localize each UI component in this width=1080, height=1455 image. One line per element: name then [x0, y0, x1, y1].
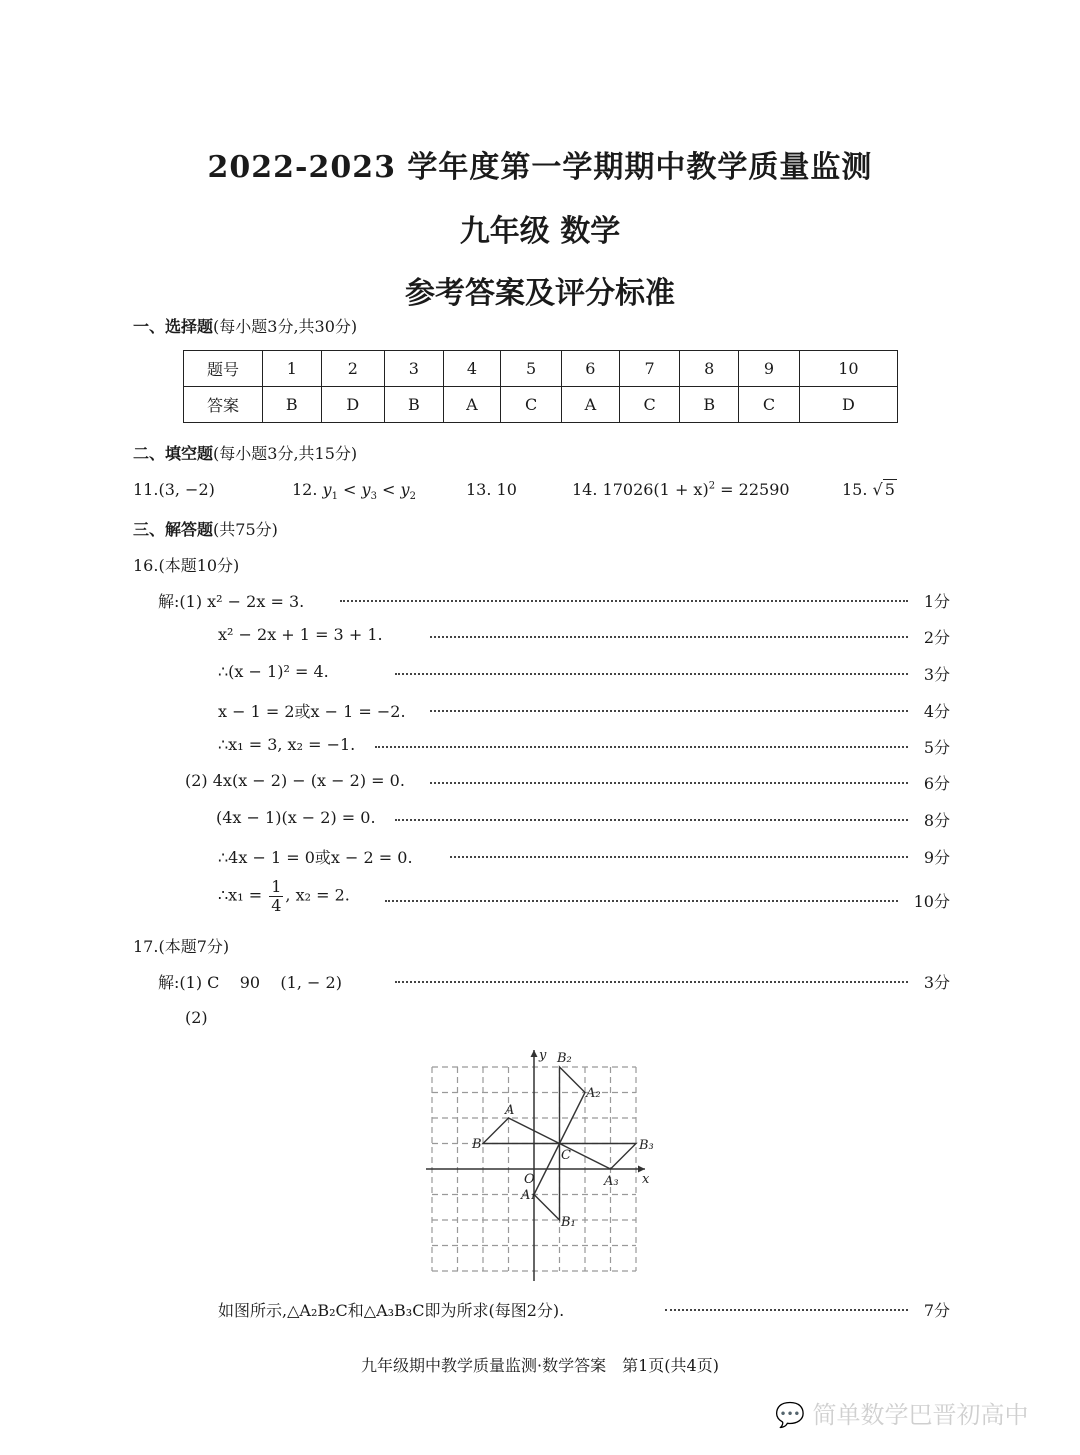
table-cell: C	[501, 387, 562, 423]
table-cell: C	[739, 387, 800, 423]
dotted-leader	[395, 673, 908, 675]
q17-part-2: (2)	[185, 1008, 208, 1027]
label-B: B	[472, 1137, 482, 1152]
axes	[426, 1050, 645, 1281]
section3-heading	[133, 517, 278, 540]
dotted-leader	[375, 746, 908, 748]
answer-12-prefix: 12.	[292, 480, 318, 499]
table-cell: 5	[501, 351, 562, 387]
answer-13: 13. 10	[466, 480, 517, 499]
score-label: 4分	[923, 702, 950, 721]
fraction	[269, 878, 283, 914]
q16-line-4: x − 1 = 2或x − 1 = −2.	[218, 702, 406, 721]
table-cell: B	[263, 387, 322, 423]
table-cell: A	[443, 387, 501, 423]
answer-14-a: 14. 17026(1 + x)	[572, 480, 709, 499]
answer-12: 12. $y_1 < y_3 < y_2$	[292, 480, 416, 503]
page-footer: 九年级期中教学质量监测·数学答案 第1页(共4页)	[361, 1356, 719, 1375]
triangle-A2B2C	[560, 1067, 586, 1144]
section2-label: 二、填空题	[133, 444, 214, 463]
dotted-leader	[665, 1309, 908, 1311]
dotted-leader	[430, 710, 908, 712]
fraction-numerator: 1	[271, 877, 282, 896]
table-cell: B	[385, 387, 444, 423]
section2-heading	[133, 441, 357, 464]
table-cell: 2	[321, 351, 384, 387]
q16-line-3: ∴(x − 1)² = 4.	[218, 662, 329, 681]
q16-line-9-a: ∴x₁ =	[218, 885, 268, 905]
section1-label: 一、选择题	[133, 317, 214, 336]
coordinate-graph	[420, 1045, 660, 1290]
q16-line-2: x² − 2x + 1 = 3 + 1.	[218, 625, 383, 644]
dotted-leader	[385, 900, 898, 902]
section1-heading	[133, 314, 357, 337]
q16-line-7: (4x − 1)(x − 2) = 0.	[216, 808, 376, 827]
table-cell: 6	[562, 351, 620, 387]
q16-line-5: ∴x₁ = 3, x₂ = −1.	[218, 735, 356, 754]
answer-15-radicand: 5	[884, 480, 895, 499]
triangle-A1B1C	[534, 1144, 560, 1221]
score-label: 6分	[923, 774, 950, 793]
table-cell: 1	[263, 351, 322, 387]
q16-line-8: ∴4x − 1 = 0或x − 2 = 0.	[218, 848, 413, 867]
label-B3: B₃	[639, 1138, 654, 1153]
answer-14-b: = 22590	[715, 480, 790, 499]
watermark-text: 简单数学巴晋初高中	[812, 1401, 1029, 1429]
table-cell: 4	[443, 351, 501, 387]
fraction-denominator: 4	[271, 895, 282, 915]
dotted-leader	[340, 600, 908, 602]
score-label: 9分	[923, 848, 950, 867]
triangle-A3B3C	[560, 1144, 637, 1170]
dotted-leader	[430, 782, 908, 784]
q16-line-9-b: , x₂ = 2.	[285, 885, 350, 905]
score-label: 8分	[923, 811, 950, 830]
answer-table	[183, 350, 898, 423]
dotted-leader	[450, 856, 908, 858]
triangle-ABC	[483, 1118, 560, 1144]
score-label: 3分	[923, 665, 950, 684]
label-C: C	[561, 1148, 571, 1163]
dotted-leader	[395, 981, 908, 983]
q17-conclusion: 如图所示,△A₂B₂C和△A₃B₃C即为所求(每图2分).	[218, 1301, 565, 1320]
table-cell: 8	[680, 351, 739, 387]
table-cell: D	[321, 387, 384, 423]
table-cell: A	[562, 387, 620, 423]
label-B2: B₂	[557, 1051, 572, 1066]
q17-heading: 17.(本题7分)	[133, 937, 230, 956]
label-A2: A₂	[586, 1086, 601, 1101]
score-label: 10分	[913, 892, 950, 911]
answer-11: 11.(3, −2)	[133, 480, 215, 499]
label-B1: B₁	[561, 1215, 576, 1230]
table-head-number: 题号	[184, 351, 263, 387]
table-cell: D	[799, 387, 897, 423]
dotted-leader	[430, 636, 908, 638]
table-row-answers	[184, 387, 898, 423]
y-axis-label: y	[539, 1048, 547, 1063]
main-title: 2022-2023 学年度第一学期期中教学质量监测	[207, 150, 873, 185]
score-label: 5分	[923, 738, 950, 757]
table-cell: 7	[619, 351, 680, 387]
answer-15: 15. √ 5	[842, 480, 895, 499]
label-A: A	[505, 1103, 515, 1118]
table-cell: C	[619, 387, 680, 423]
q16-line-9	[218, 878, 350, 914]
q17-line-1: 解:(1) C 90 (1, − 2)	[158, 973, 342, 992]
section1-note: (每小题3分,共30分)	[213, 317, 358, 336]
grade-title: 九年级 数学	[459, 214, 621, 249]
label-A3: A₃	[604, 1174, 619, 1189]
x-axis-label: x	[642, 1172, 650, 1187]
table-head-answer: 答案	[184, 387, 263, 423]
answer-14	[572, 480, 790, 499]
wechat-icon: 💬	[775, 1401, 805, 1429]
table-cell: 9	[739, 351, 800, 387]
dotted-leader	[395, 819, 908, 821]
answer-14-sup: 2	[708, 480, 716, 492]
q16-heading: 16.(本题10分)	[133, 556, 240, 575]
score-label: 3分	[923, 973, 950, 992]
label-A1: A₁	[521, 1188, 536, 1203]
score-label: 7分	[923, 1301, 950, 1320]
watermark	[775, 1395, 1029, 1430]
score-label: 2分	[923, 628, 950, 647]
table-cell: B	[680, 387, 739, 423]
q16-line-1: 解:(1) x² − 2x = 3.	[158, 592, 305, 611]
score-label: 1分	[923, 592, 950, 611]
y-arrow-icon	[531, 1050, 538, 1057]
triangles	[483, 1067, 636, 1220]
section3-label: 三、解答题	[133, 520, 214, 539]
table-cell: 10	[799, 351, 897, 387]
table-row-numbers	[184, 351, 898, 387]
table-cell: 3	[385, 351, 444, 387]
answer-15-prefix: 15.	[842, 480, 868, 499]
sub-title: 参考答案及评分标准	[405, 276, 675, 311]
section2-note: (每小题3分,共15分)	[213, 444, 358, 463]
section3-note: (共75分)	[213, 520, 278, 539]
origin-label: O	[524, 1172, 535, 1187]
q16-line-6: (2) 4x(x − 2) − (x − 2) = 0.	[185, 771, 405, 790]
